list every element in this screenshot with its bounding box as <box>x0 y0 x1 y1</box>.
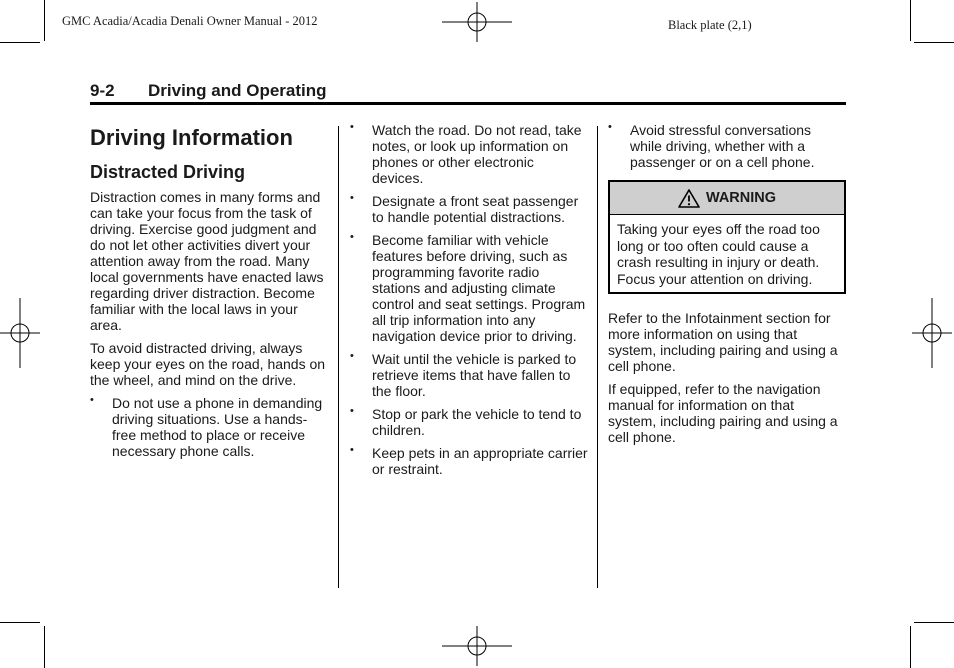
crop-mark-bl-v <box>44 626 45 668</box>
list-item: • Do not use a phone in demanding driving situations. Use a hands-free method to place or receive necessary phone calls. <box>90 395 330 459</box>
bullet-list <box>350 122 588 477</box>
list-item: • Designate a front seat passenger to handle potential distractions. <box>350 193 588 225</box>
warning-header <box>610 182 844 215</box>
crop-mark-br-h <box>914 622 954 623</box>
column-divider-1 <box>338 126 339 588</box>
section-number: 9-2 <box>90 81 115 100</box>
section-title: Driving and Operating <box>148 81 327 100</box>
plate-label: Black plate (2,1) <box>668 18 752 32</box>
paragraph: Distraction comes in many forms and can take your focus from the task of driving. Exercise good judgment and do not let other activities divert your attention away from the road. Many local governments have enacted laws regarding driver distraction. Become familiar with the local laws in your area. <box>90 189 324 333</box>
plate-title: GMC Acadia/Acadia Denali Owner Manual - 2012 <box>62 14 318 28</box>
warning-text: Taking your eyes off the road too long or too often could cause a crash resulting in injury or death. Focus your attention on driving. <box>617 221 820 287</box>
crop-mark-bl-h <box>0 622 40 623</box>
list-item: • Wait until the vehicle is parked to retrieve items that have fallen to the floor. <box>350 351 588 399</box>
column-3 <box>608 122 846 452</box>
list-item: • Keep pets in an appropriate carrier or restraint. <box>350 445 588 477</box>
paragraph: To avoid distracted driving, always keep your eyes on the road, hands on the wheel, and mind on the drive. <box>90 340 326 388</box>
column-1 <box>90 125 330 466</box>
crop-mark-br-v <box>910 626 911 668</box>
subsection-title: Distracted Driving <box>90 162 246 182</box>
registration-mark-top-icon <box>442 2 512 42</box>
crop-mark-tl-v <box>44 0 45 41</box>
registration-mark-right-icon <box>912 298 952 368</box>
warning-box <box>608 180 846 294</box>
crop-mark-tr-v <box>910 0 911 41</box>
list-item: • Stop or park the vehicle to tend to children. <box>350 406 588 438</box>
registration-mark-bottom-icon <box>442 626 512 666</box>
warning-label: WARNING <box>705 190 777 206</box>
paragraph: If equipped, refer to the navigation manual for information on that system, including pairing and using a cell phone. <box>608 381 838 445</box>
bullet-list <box>90 395 330 459</box>
registration-mark-left-icon <box>0 298 40 368</box>
bullet-list <box>608 122 846 170</box>
list-item: • Avoid stressful conversations while driving, whether with a passenger or on a cell phone. <box>608 122 846 170</box>
crop-mark-tr-h <box>914 42 954 43</box>
page-title: Driving Information <box>90 125 293 150</box>
list-item: • Become familiar with vehicle features before driving, such as programming favorite radio stations and adjusting climate control and seat settings. Program all trip information into any navigation device prior to driving. <box>350 232 588 344</box>
column-2 <box>350 122 588 484</box>
warning-triangle-icon <box>678 189 700 208</box>
section-header <box>90 80 846 105</box>
paragraph: Refer to the Infotainment section for more information on using that system, including pairing and using a cell phone. <box>608 310 838 374</box>
list-item: • Watch the road. Do not read, take notes, or look up information on phones or other electronic devices. <box>350 122 588 186</box>
column-divider-2 <box>597 126 598 588</box>
crop-mark-tl-h <box>0 42 40 43</box>
